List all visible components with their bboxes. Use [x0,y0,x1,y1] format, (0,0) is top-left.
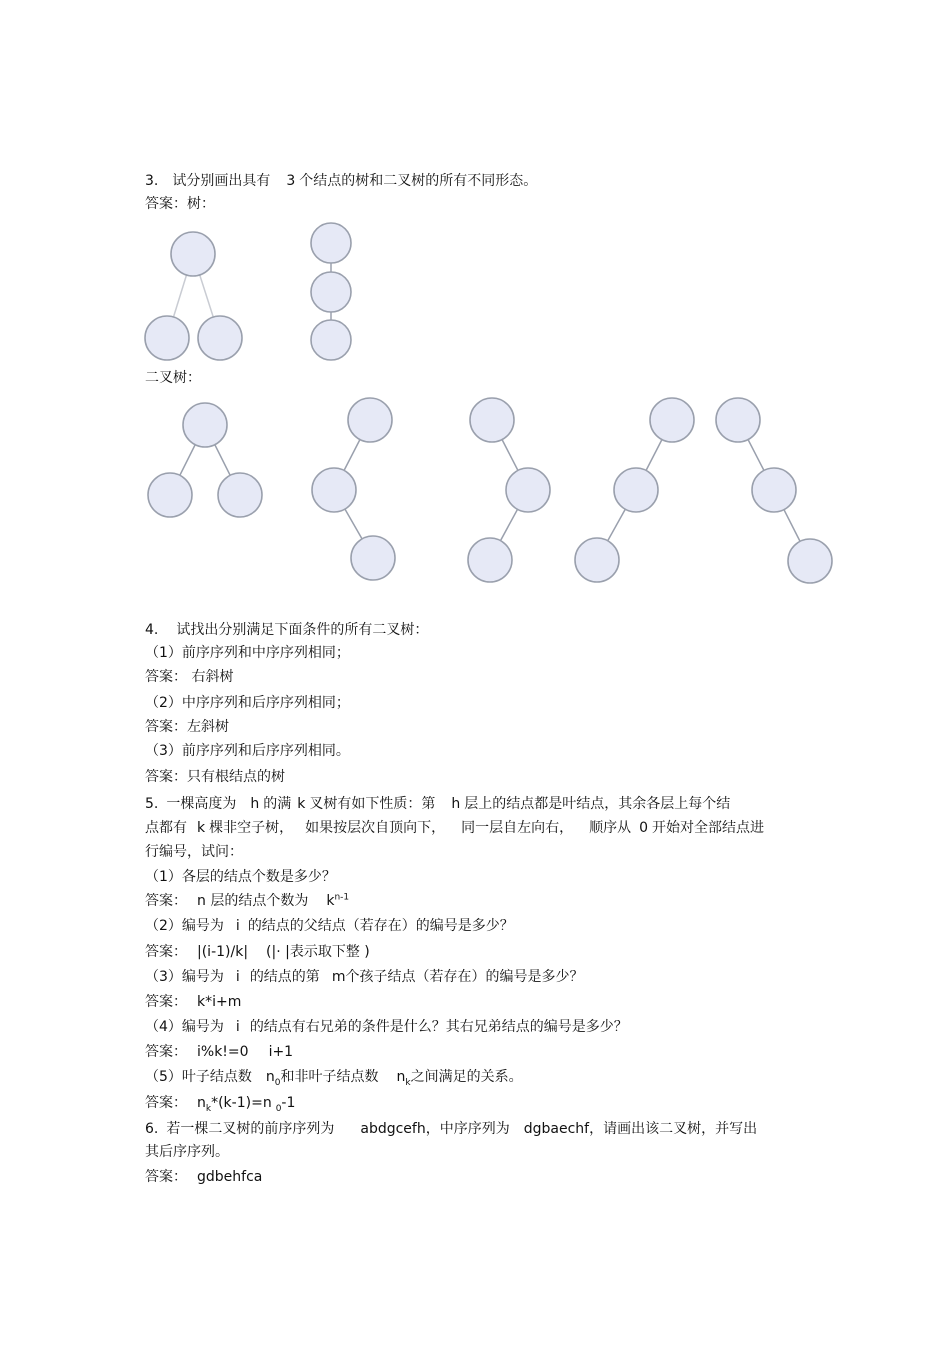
tree-node [312,468,356,512]
q4-answer-2: 答案：左斜树 [145,719,229,735]
binary-tree-right-skewed [716,398,832,583]
q5-line-1: 5. 一棵高度为 h 的满 k 叉树有如下性质：第 h 层上的结点都是叶结点，其余各层上每个结 [145,796,731,812]
q5-sub3-question: （3）编号为 i 的结点的第 m个孩子结点（若存在）的编号是多少？ [145,969,584,985]
q4-title: 4. 试找出分别满足下面条件的所有二叉树： [145,622,429,638]
q5-sub5-question: （5）叶子结点数 $n_0$和非叶子结点数 $n_k$之间满足的关系。 [145,1069,523,1088]
q5-sub5-answer: 答案： $n_k*(k-1)=n$ $_0$-1 [145,1095,296,1114]
q5-sub1-answer: 答案： n 层的结点个数为 $k^{n-1}$ [145,892,350,909]
q4-condition-2: （2）中序序列和后序序列相同； [145,695,350,711]
q4-condition-3: （3）前序序列和后序序列相同。 [145,743,350,759]
tree-node [752,468,796,512]
tree-two-children [145,232,242,360]
tree-node [311,320,351,360]
q4-answer-1: 答案： 右斜树 [145,669,234,685]
q5-sub3-answer: 答案： k*i+m [145,994,242,1010]
q5-sub1-question: （1）各层的结点个数是多少？ [145,869,336,885]
q5-line-2: 点都有 k 棵非空子树， 如果按层次自顶向下， 同一层自左向右， 顺序从 0 开始对全部结点进 [145,820,765,836]
tree-node [470,398,514,442]
q6-answer: 答案： gdbehfca [145,1169,263,1185]
tree-node [468,538,512,582]
binary-tree-left-skewed [575,398,694,582]
tree-node [575,538,619,582]
tree-node [351,536,395,580]
tree-node [148,473,192,517]
q3-binary-label: 二叉树： [145,370,201,386]
tree-diagrams [0,0,950,600]
tree-node [183,403,227,447]
tree-node [198,316,242,360]
q6-line-2: 其后序序列。 [145,1144,229,1160]
tree-node [348,398,392,442]
binary-tree-right-left [468,398,550,582]
tree-node [218,473,262,517]
q4-condition-1: （1）前序序列和中序序列相同； [145,645,350,661]
q5-line-3: 行编号，试问： [145,844,243,860]
q5-sub4-question: （4）编号为 i 的结点有右兄弟的条件是什么？其右兄弟结点的编号是多少？ [145,1019,628,1035]
tree-node [311,223,351,263]
tree-node [506,468,550,512]
q5-sub2-question: （2）编号为 i 的结点的父结点（若存在）的编号是多少？ [145,918,514,934]
q5-sub4-answer: 答案： i%k!=0 i+1 [145,1044,294,1060]
q3-title: 3. 试分别画出具有 3 个结点的树和二叉树的所有不同形态。 [145,173,538,189]
tree-node [171,232,215,276]
tree-chain [311,223,351,360]
tree-node [716,398,760,442]
q6-line-1: 6. 若一棵二叉树的前序序列为 abdgcefh，中序序列为 dgbaechf，请画出该二叉树，并写出 [145,1121,758,1137]
tree-node [145,316,189,360]
tree-node [311,272,351,312]
q3-answer-tree-label: 答案：树： [145,196,215,212]
tree-node [650,398,694,442]
binary-tree-left-right [312,398,395,580]
q4-answer-3: 答案：只有根结点的树 [145,769,285,785]
tree-node [614,468,658,512]
tree-node [788,539,832,583]
q5-sub2-answer: 答案： |(i-1)/k| (|· |表示取下整 ) [145,944,370,960]
binary-tree-full [148,403,262,517]
